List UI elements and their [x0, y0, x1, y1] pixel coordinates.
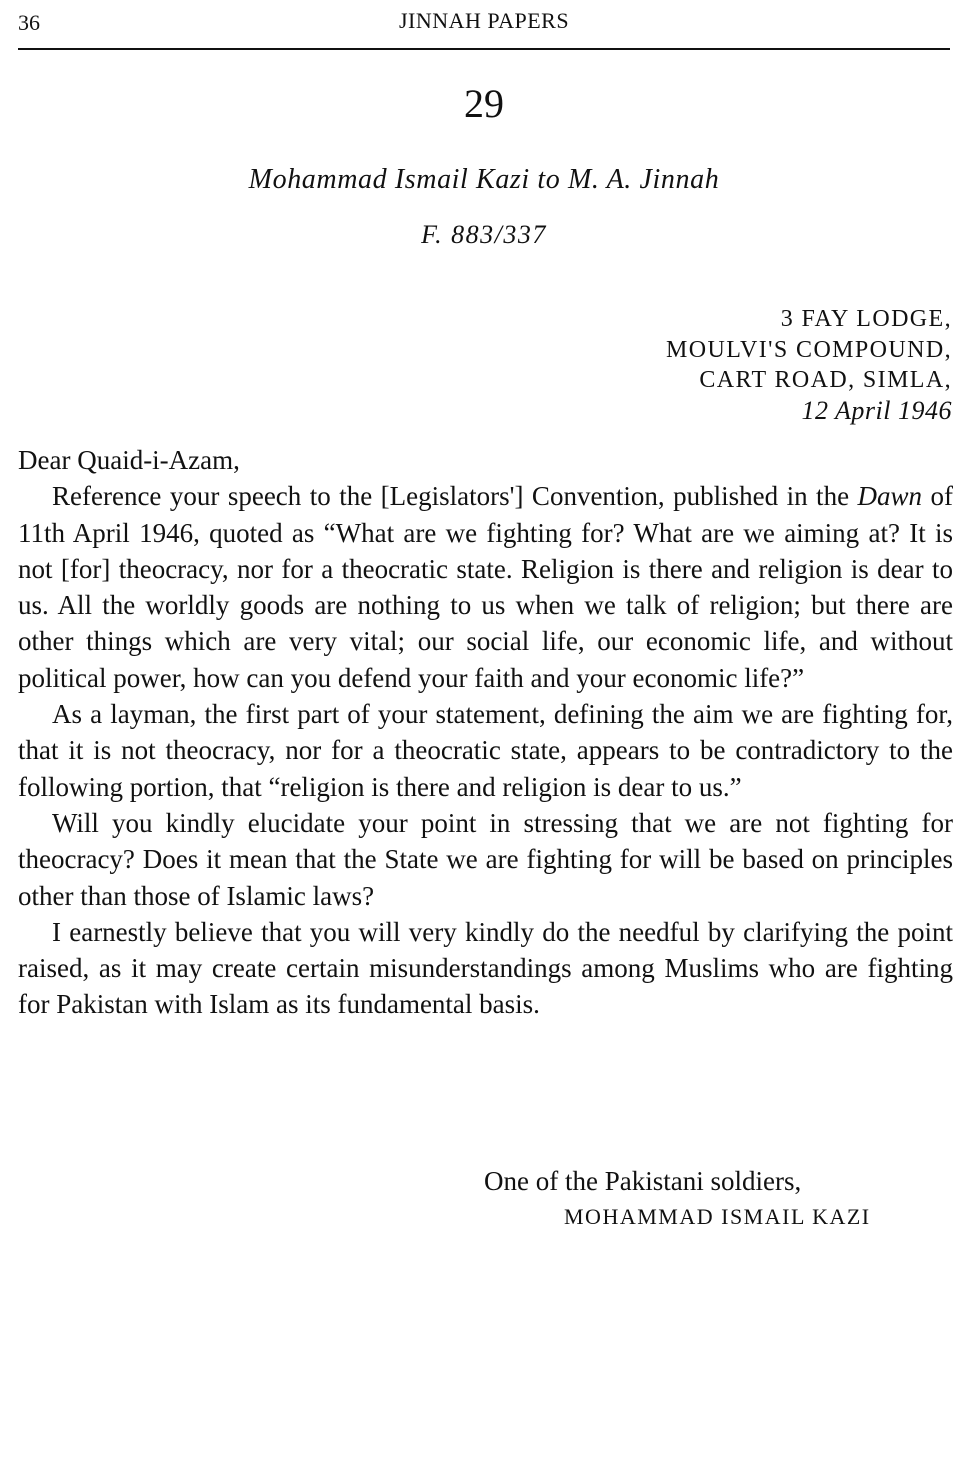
letter-body — [18, 442, 953, 1023]
paragraph-3: Will you kindly elucidate your point in stressing that we are not fighting for theocracy? Does it mean that the State we are fighting for will be based on principles other than those of Islamic laws? — [18, 807, 953, 911]
signature: MOHAMMAD ISMAIL KAZI — [564, 1204, 871, 1229]
file-reference: F. 883/337 — [421, 220, 547, 249]
paragraph-1-rest: of 11th April 1946, quoted as “What are we fighting for? What are we aiming at? It is not [for] theocracy, nor for a theocratic state. Religion is there and religion is dear to us. All the worldly goods are nothing to us when we talk of religion; but there are other things which are very vital; our social life, our economic life, and without political power, how can you defend your faith and your economic life?” — [18, 481, 953, 693]
newspaper-name: Dawn — [857, 481, 923, 512]
letter-date: 12 April 1946 — [801, 395, 952, 425]
sender-address — [666, 304, 952, 426]
paragraph-4: I earnestly believe that you will very kindly do the needful by clarifying the point raised, as it may create certain misunderstandings among Muslims who are fighting for Pakistan with Islam as its fundamental basis. — [18, 916, 953, 1020]
address-line-2: MOULVI'S COMPOUND, — [665, 336, 952, 363]
address-line-1: 3 FAY LODGE, — [780, 306, 952, 332]
document-number: 29 — [464, 81, 504, 126]
page-number: 36 — [18, 10, 40, 35]
document-title: Mohammad Ismail Kazi to M. A. Jinnah — [248, 164, 720, 195]
paragraph-2: As a layman, the first part of your statement, defining the aim we are fighting for, that it is not theocracy, nor for a theocratic state, appears to be contradictory to the following portion, that “religion is there and religion is dear to us.” — [18, 699, 953, 802]
page-header — [18, 6, 950, 42]
salutation: Dear Quaid-i-Azam, — [18, 445, 240, 475]
paragraph-1-start: Reference your speech to the [Legislators'] Convention, published in the — [52, 481, 858, 512]
address-line-3: CART ROAD, SIMLA, — [699, 367, 952, 393]
header-rule — [18, 48, 950, 50]
closing-line: One of the Pakistani soldiers, — [484, 1166, 802, 1196]
running-head: JINNAH PAPERS — [398, 8, 570, 33]
paragraph-1 — [18, 478, 953, 696]
